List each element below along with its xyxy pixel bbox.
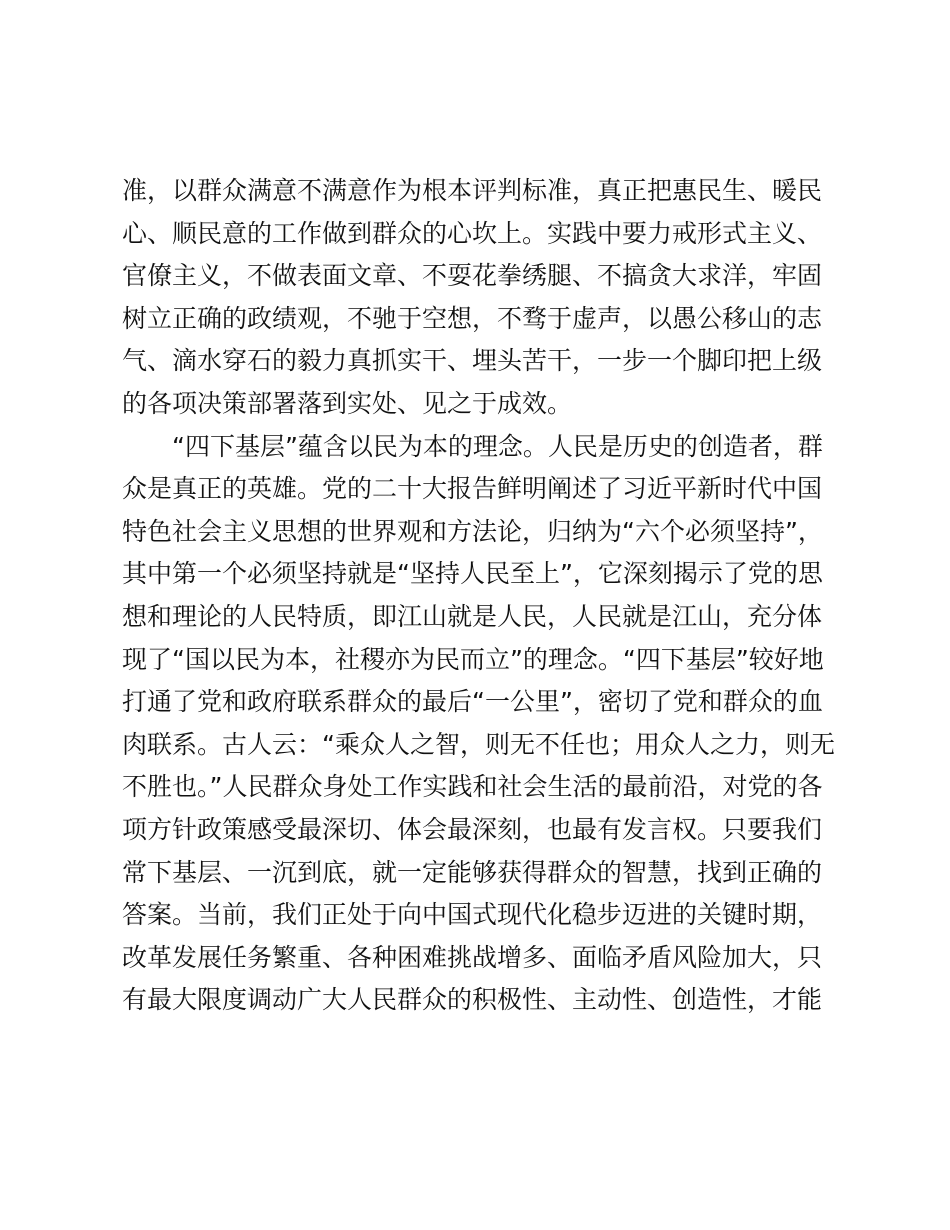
text-line: 有最大限度调动广大人民群众的积极性、主动性、创造性，才能 xyxy=(122,985,823,1015)
text-line: 项方针政策感受最深切、体会最深刻，也最有发言权。只要我们 xyxy=(122,814,823,844)
text-line: 改革发展任务繁重、各种困难挑战增多、面临矛盾风险加大，只 xyxy=(122,942,823,972)
body-text xyxy=(122,170,842,1022)
text-line: 肉联系。古人云：“乘众人之智，则无不任也；用众人之力，则无 xyxy=(122,729,835,759)
text-line: 树立正确的政绩观，不驰于空想，不骛于虚声，以愚公移山的志 xyxy=(122,303,823,333)
text-line: 气、滴水穿石的毅力真抓实干、埋头苦干，一步一个脚印把上级 xyxy=(122,346,823,376)
text-line: 众是真正的英雄。党的二十大报告鲜明阐述了习近平新时代中国 xyxy=(122,474,823,504)
text-line: 常下基层、一沉到底，就一定能够获得群众的智慧，找到正确的 xyxy=(122,857,823,887)
text-line: 其中第一个必须坚持就是“坚持人民至上”，它深刻揭示了党的思 xyxy=(122,559,823,589)
text-line: 心、顺民意的工作做到群众的心坎上。实践中要力戒形式主义、 xyxy=(122,218,823,248)
text-line: 打通了党和政府联系群众的最后“一公里”，密切了党和群众的血 xyxy=(122,687,823,717)
paragraph-first-line: “四下基层”蕴含以民为本的理念。人民是历史的创造者，群 xyxy=(172,431,823,461)
text-line: 答案。当前，我们正处于向中国式现代化稳步迈进的关键时期， xyxy=(122,900,823,930)
text-line: 现了“国以民为本，社稷亦为民而立”的理念。“四下基层”较好地 xyxy=(122,644,824,674)
text-line: 想和理论的人民特质，即江山就是人民，人民就是江山，充分体 xyxy=(122,601,823,631)
text-line: 不胜也。”人民群众身处工作实践和社会生活的最前沿，对党的各 xyxy=(122,772,823,802)
text-line: 特色社会主义思想的世界观和方法论，归纳为“六个必须坚持”， xyxy=(122,516,823,546)
text-line: 的各项决策部署落到实处、见之于成效。 xyxy=(122,388,573,418)
text-line: 准，以群众满意不满意作为根本评判标准，真正把惠民生、暖民 xyxy=(122,176,823,205)
text-line: 官僚主义，不做表面文章、不耍花拳绣腿、不搞贪大求洋，牢固 xyxy=(122,261,823,291)
